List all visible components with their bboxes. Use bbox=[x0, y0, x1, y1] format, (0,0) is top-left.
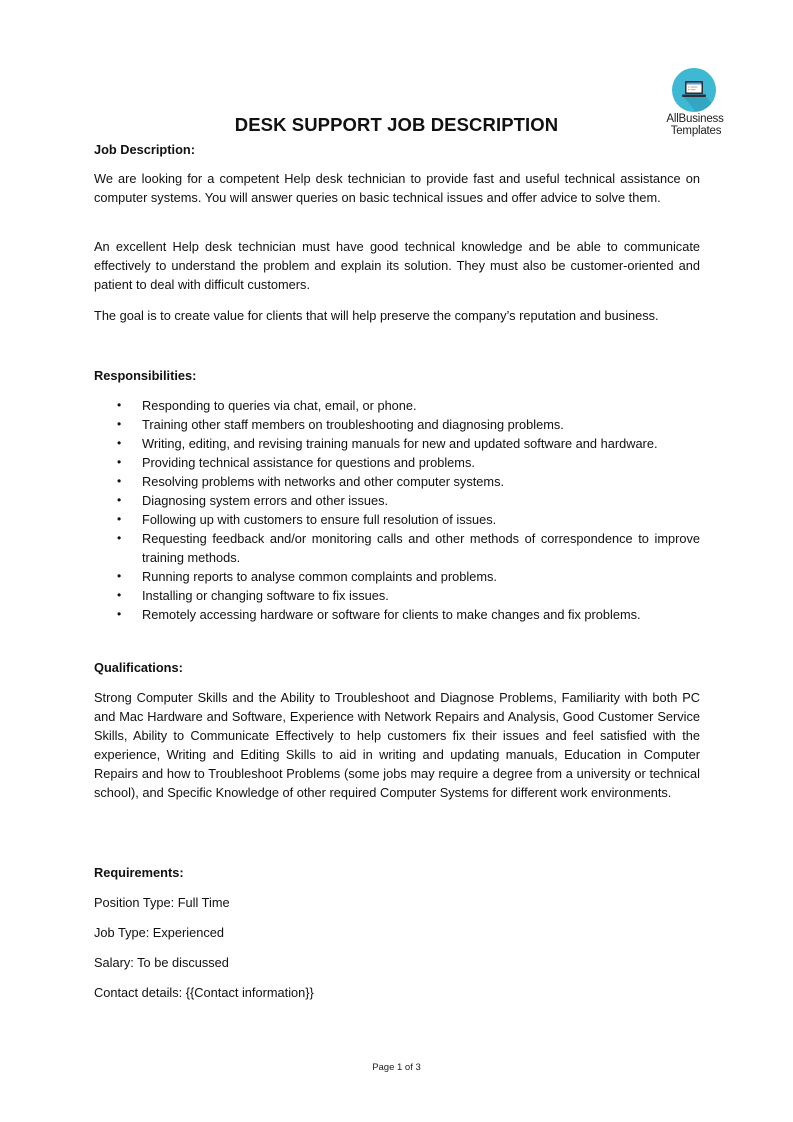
list-item: • Writing, editing, and revising training manuals for new and updated software and hardware. bbox=[117, 436, 658, 451]
list-item: • Training other staff members on troubleshooting and diagnosing problems. bbox=[117, 417, 564, 432]
list-item: • Following up with customers to ensure full resolution of issues. bbox=[117, 512, 497, 527]
page-number: Page 1 of 3 bbox=[372, 1062, 421, 1073]
bullet-icon: • bbox=[117, 531, 122, 545]
list-item: • Remotely accessing hardware or software for clients to make changes and fix problems. bbox=[117, 607, 641, 622]
logo-text-line2: Templates bbox=[670, 125, 722, 137]
job-description-heading: Job Description: bbox=[94, 142, 195, 157]
list-item: • Providing technical assistance for questions and problems. bbox=[117, 455, 475, 470]
bullet-icon: • bbox=[117, 417, 122, 431]
bullet-icon: • bbox=[117, 588, 122, 602]
bullet-icon: • bbox=[117, 455, 122, 469]
bullet-icon: • bbox=[117, 436, 122, 450]
job-type: Job Type: Experienced bbox=[94, 925, 224, 940]
responsibilities-heading: Responsibilities: bbox=[94, 368, 197, 383]
job-description-paragraph: An excellent Help desk technician must have good technical knowledge and be able to communicate effectively to understand the problem and explain its solution. They must also be customer-oriented and patient to deal with difficult customers. bbox=[94, 239, 700, 292]
list-item: • Resolving problems with networks and other computer systems. bbox=[117, 474, 505, 489]
bullet-icon: • bbox=[117, 493, 122, 507]
logo-text-line1: AllBusiness bbox=[666, 113, 724, 125]
qualifications-heading: Qualifications: bbox=[94, 660, 183, 675]
job-description-paragraph: We are looking for a competent Help desk technician to provide fast and useful technical assistance on computer systems. You will answer queries on basic technical issues and offer advice to solve them. bbox=[94, 171, 700, 205]
list-item: • Responding to queries via chat, email, or phone. bbox=[117, 398, 417, 413]
laptop-icon bbox=[672, 68, 716, 112]
bullet-icon: • bbox=[117, 398, 122, 412]
document-title: DESK SUPPORT JOB DESCRIPTION bbox=[234, 114, 559, 135]
job-description-paragraph: The goal is to create value for clients that will help preserve the company’s reputation and business. bbox=[94, 308, 659, 323]
bullet-icon: • bbox=[117, 569, 122, 583]
position-type: Position Type: Full Time bbox=[94, 895, 230, 910]
list-item: • Requesting feedback and/or monitoring calls and other methods of correspondence to improve training methods. bbox=[117, 531, 700, 565]
list-item: • Running reports to analyse common complaints and problems. bbox=[117, 569, 497, 584]
list-item: • Diagnosing system errors and other issues. bbox=[117, 493, 389, 508]
bullet-icon: • bbox=[117, 474, 122, 488]
contact-details: Contact details: {{Contact information}} bbox=[94, 985, 314, 1000]
salary: Salary: To be discussed bbox=[94, 955, 229, 970]
requirements-heading: Requirements: bbox=[94, 865, 184, 880]
list-item: • Installing or changing software to fix issues. bbox=[117, 588, 389, 603]
bullet-icon: • bbox=[117, 607, 122, 621]
bullet-icon: • bbox=[117, 512, 122, 526]
responsibilities-list bbox=[94, 396, 700, 624]
qualifications-paragraph: Strong Computer Skills and the Ability to Troubleshoot and Diagnose Problems, Familiarity with both PC and Mac Hardware and Software, Experience with Network Repairs and Analysis, Good Customer Service Skills, Ability to Communicate Effectively to help customers fix their issues and feel satisfied with the experience, Writing and Editing Skills to aid in writing and updating manuals, Education in Computer Repairs and how to Troubleshoot Problems (some jobs may require a degree from a university or technical school), and Specific Knowledge of other required Computer Systems for different work environments. bbox=[94, 690, 700, 800]
